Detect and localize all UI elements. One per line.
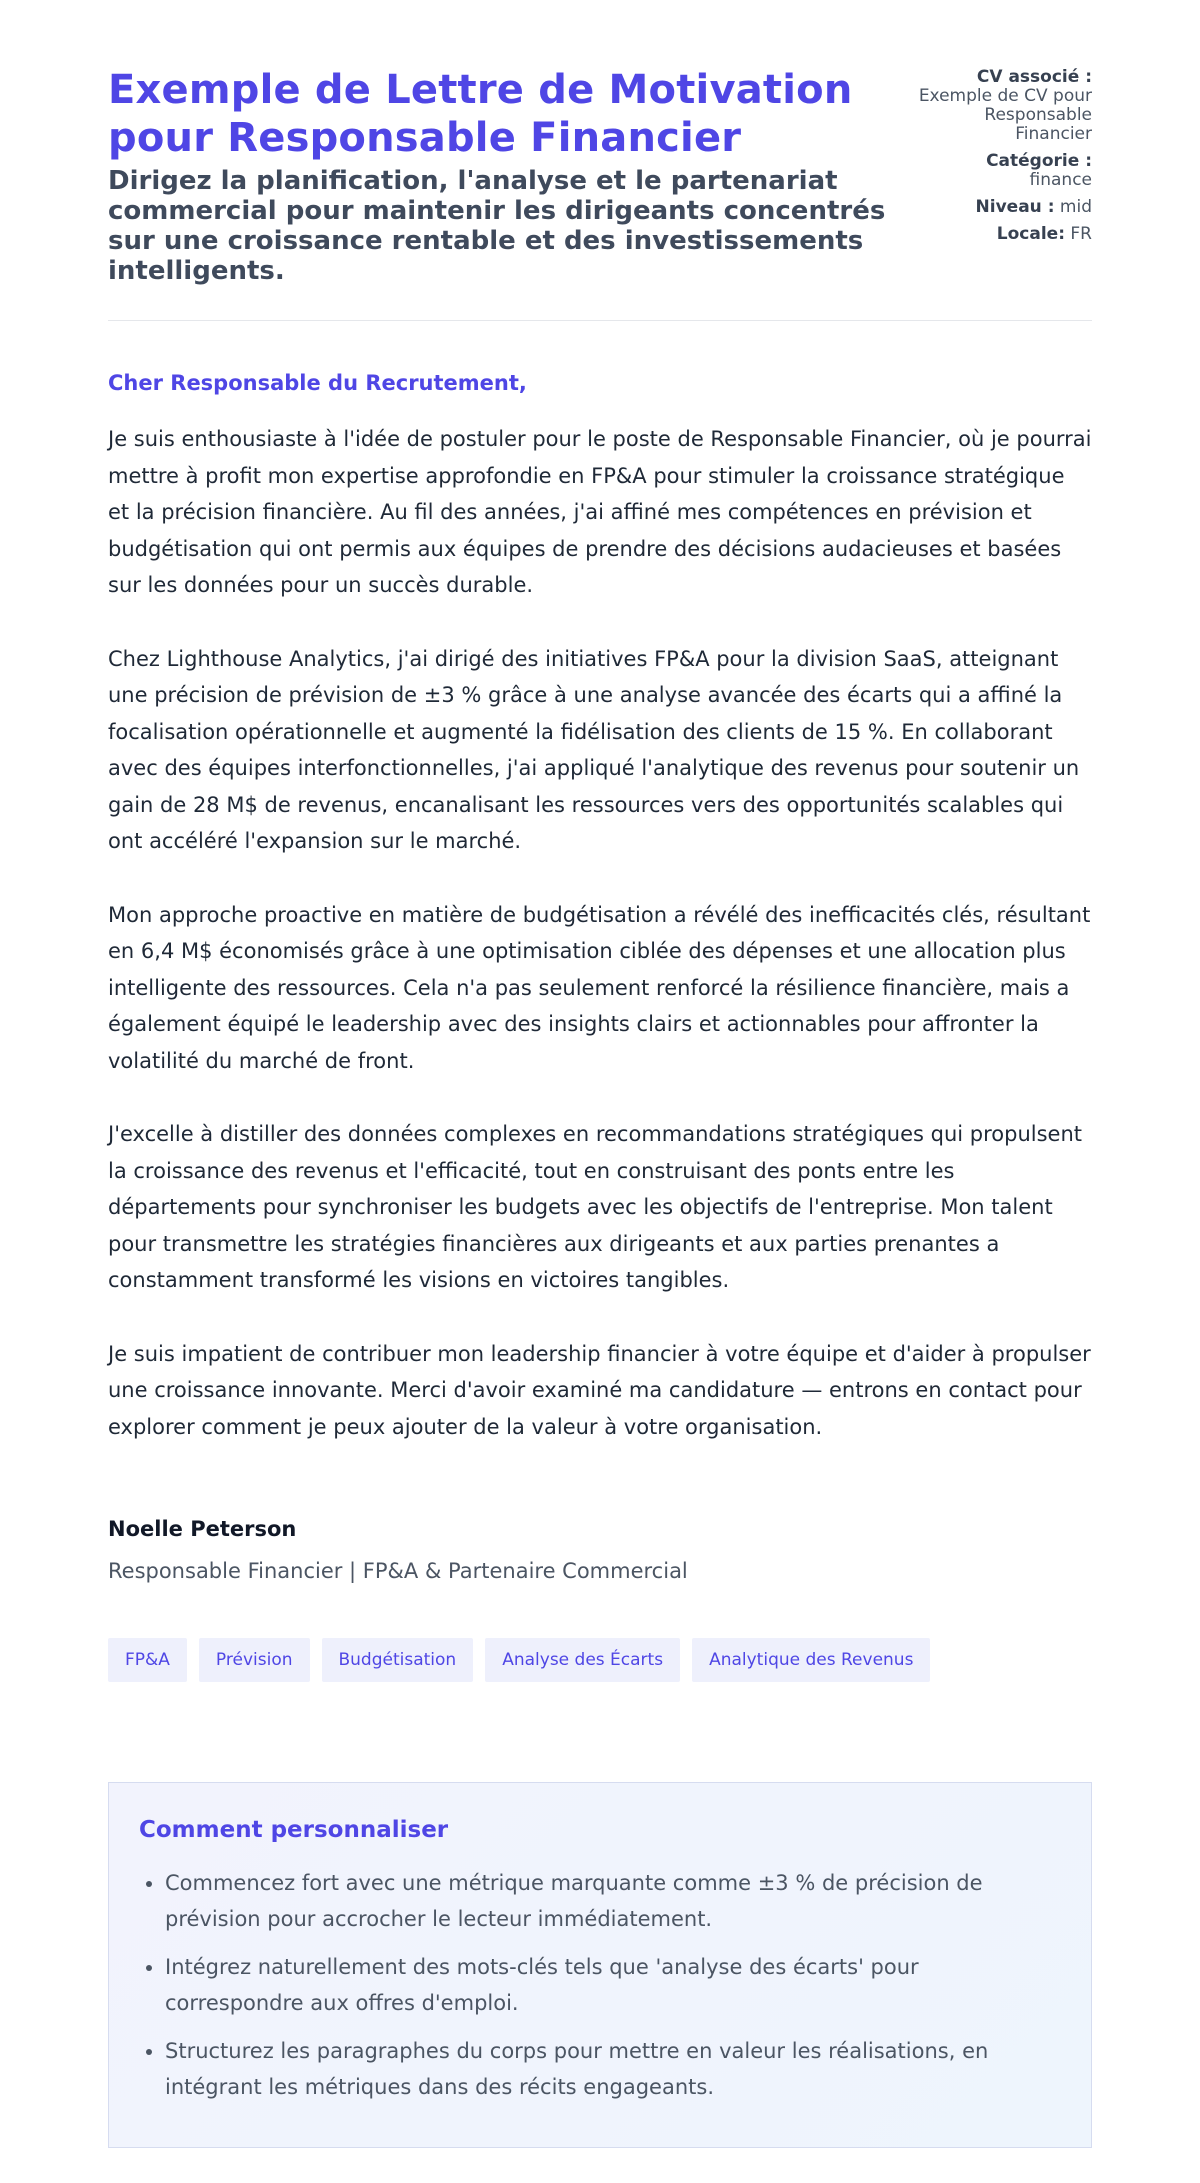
customization-tips-box (108, 1782, 1092, 2148)
meta-level (912, 198, 1092, 217)
page-header (108, 66, 1092, 321)
letter-paragraph: Mon approche proactive en matière de budgétisation a révélé des inefficacités clés, résultant en 6,4 M$ économisés grâce à une optimisation ciblée des dépenses et une allocation plus intelligente des ressources. Cela n'a pas seulement renforcé la résilience financière, mais a également équipé le leadership avec des insights clairs et actionnables pour affronter la volatilité du marché de front. (108, 902, 1091, 1073)
tips-list (139, 1865, 1061, 2105)
header-titles (108, 66, 898, 286)
meta-level-value: mid (1059, 197, 1092, 217)
skill-tag: Prévision (199, 1638, 310, 1682)
skill-tag: FP&A (108, 1638, 187, 1682)
tip-item: • Intégrez naturellement des mots-clés tels que 'analyse des écarts' pour correspondre aux offres d'emploi. (165, 1949, 1061, 2021)
letter-paragraph: Je suis enthousiaste à l'idée de postuler pour le poste de Responsable Financier, où je pourrai mettre à profit mon expertise approfondie en FP&A pour stimuler la croissance stratégique et la précision financière. Au fil des années, j'ai affiné mes compétences en prévision et budgétisation qui ont permis aux équipes de prendre des décisions audacieuses et basées sur les données pour un succès durable. (108, 427, 1092, 597)
skill-tag: Analytique des Revenus (692, 1638, 930, 1682)
meta-cv-link[interactable]: Exemple de CV pour Responsable Financier (918, 86, 1092, 144)
letter-paragraph: Chez Lighthouse Analytics, j'ai dirigé des initiatives FP&A pour la division SaaS, atteignant une précision de prévision de ±3 % grâce à une analyse avancée des écarts qui a affiné la focalisation opérationnelle et augmenté la fidélisation des clients de 15 %. En collaborant avec des équipes interfonctionnelles, j'ai appliqué l'analytique des revenus pour soutenir un gain de 28 M$ de revenus, encanalisant les ressources vers des opportunités scalables qui ont accéléré l'expansion sur le marché. (108, 646, 1080, 853)
signature-name: Noelle Peterson (108, 1517, 297, 1541)
meta-locale-value: FR (1070, 224, 1092, 244)
tip-item: • Commencez fort avec une métrique marquante comme ±3 % de précision de prévision pour accrocher le lecteur immédiatement. (165, 1865, 1061, 1937)
letter-paragraph: Je suis impatient de contribuer mon leadership financier à votre équipe et d'aider à propulser une croissance innovante. Merci d'avoir examiné ma candidature — entrons en contact pour explorer comment je peux ajouter de la valeur à votre organisation. (108, 1341, 1091, 1439)
signature-block (108, 1517, 1092, 1583)
signature-role: Responsable Financier | FP&A & Partenaire Commercial (108, 1559, 688, 1583)
meta-category-value: finance (1029, 170, 1092, 190)
meta-category-label: Catégorie : (986, 151, 1092, 171)
meta-category (912, 152, 1092, 190)
skill-tag: Analyse des Écarts (485, 1638, 680, 1682)
meta-cv (912, 68, 1092, 144)
meta-locale-label: Locale: (996, 224, 1065, 244)
tips-title: Comment personnaliser (139, 1817, 449, 1843)
meta-level-label: Niveau : (975, 197, 1055, 217)
meta-locale (912, 225, 1092, 244)
page-subtitle: Dirigez la planification, l'analyse et le partenariat commercial pour maintenir les dirigeants concentrés sur une croissance rentable et des investissements intelligents. (108, 166, 886, 286)
tip-item: • Structurez les paragraphes du corps pour mettre en valeur les réalisations, en intégrant les métriques dans des récits engageants. (165, 2033, 1061, 2105)
meta-panel (912, 66, 1092, 252)
skill-tags (108, 1638, 1092, 1682)
page-title: Exemple de Lettre de Motivation pour Responsable Financier (108, 67, 853, 161)
letter-paragraph: J'excelle à distiller des données complexes en recommandations stratégiques qui propulsent la croissance des revenus et l'efficacité, tout en construisant des ponts entre les départements pour synchroniser les budgets avec les objectifs de l'entreprise. Mon talent pour transmettre les stratégies financières aux dirigeants et aux parties prenantes a constamment transformé les visions en victoires tangibles. (108, 1122, 1082, 1292)
letter-greeting: Cher Responsable du Recrutement, (108, 371, 527, 395)
meta-cv-label: CV associé : (976, 67, 1092, 87)
skill-tag: Budgétisation (322, 1638, 474, 1682)
